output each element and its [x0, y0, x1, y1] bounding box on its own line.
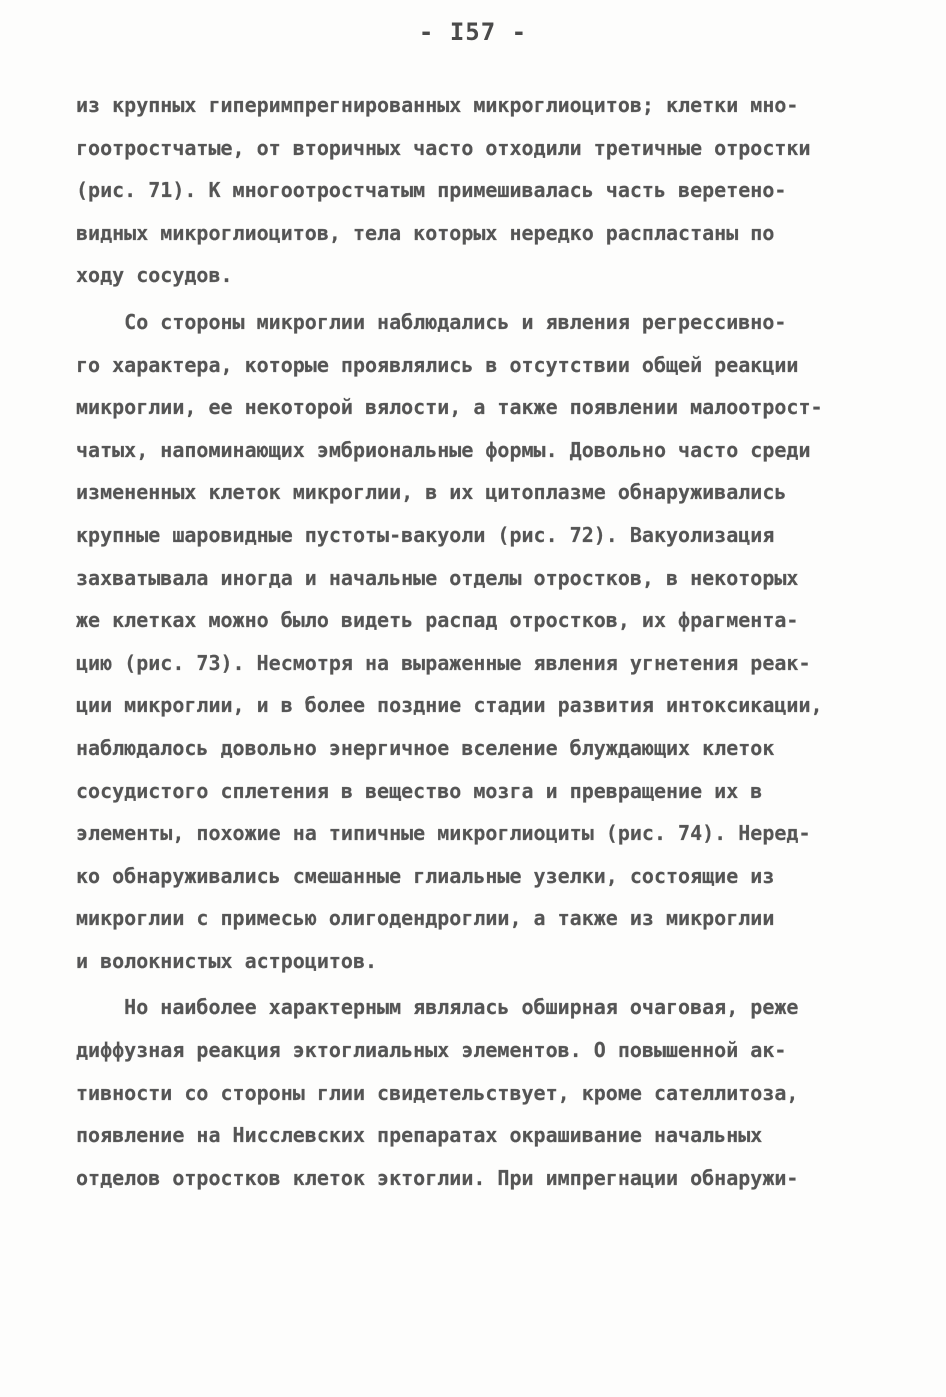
text-line: захватывала иногда и начальные отделы отростков, в некоторых	[76, 565, 799, 590]
text-line: гоотростчатые, от вторичных часто отходили третичные отростки	[76, 135, 811, 160]
paragraph-2	[76, 301, 876, 983]
text-line: крупные шаровидные пустоты-вакуоли (рис. 72). Вакуолизация	[76, 522, 775, 547]
text-line: диффузная реакция эктоглиальных элементов. О повышенной ак-	[76, 1038, 787, 1063]
text-line: и волокнистых астроцитов.	[76, 948, 378, 973]
text-line: ко обнаруживались смешанные глиальные узелки, состоящие из	[76, 863, 775, 888]
text-line: измененных клеток микроглии, в их цитоплазме обнаруживались	[76, 480, 787, 505]
text-line: сосудистого сплетения в вещество мозга и превращение их в	[76, 778, 763, 803]
text-line: го характера, которые проявлялись в отсутствии общей реакции	[76, 352, 799, 377]
text-line: Со стороны микроглии наблюдались и явления регрессивно-	[76, 309, 787, 334]
text-line: чатых, напоминающих эмбриональные формы. Довольно часто среди	[76, 437, 811, 462]
text-line: (рис. 71). К многоотростчатым примешивалась часть веретено-	[76, 178, 787, 203]
text-line: тивности со стороны глии свидетельствует, кроме сателлитоза,	[76, 1080, 799, 1105]
text-line: видных микроглиоцитов, тела которых нередко распластаны по	[76, 220, 775, 245]
body-text	[76, 84, 876, 1199]
text-line: ходу сосудов.	[76, 263, 233, 288]
text-line: появление на Нисслевских препаратах окрашивание начальных	[76, 1123, 763, 1148]
text-line: из крупных гиперимпрегнированных микроглиоцитов; клетки мно-	[76, 93, 799, 117]
text-line: элементы, похожие на типичные микроглиоциты (рис. 74). Неред-	[76, 821, 811, 846]
page-number: - I57 -	[418, 18, 528, 46]
text-line: наблюдалось довольно энергичное вселение блуждающих клеток	[76, 735, 775, 760]
paragraph-1	[76, 84, 876, 297]
text-line: же клетках можно было видеть распад отростков, их фрагмента-	[76, 608, 799, 633]
text-line: цию (рис. 73). Несмотря на выраженные явления угнетения реак-	[76, 650, 811, 675]
paragraph-3	[76, 986, 876, 1199]
text-line: микроглии, ее некоторой вялости, а также появлении малоотрост-	[76, 395, 823, 420]
text-line: ции микроглии, и в более поздние стадии развития интоксикации,	[76, 693, 823, 718]
text-line: Но наиболее характерным являлась обширная очаговая, реже	[76, 995, 799, 1020]
text-line: отделов отростков клеток эктоглии. При импрегнации обнаружи-	[76, 1165, 799, 1190]
text-line: микроглии с примесью олигодендроглии, а также из микроглии	[76, 906, 775, 931]
